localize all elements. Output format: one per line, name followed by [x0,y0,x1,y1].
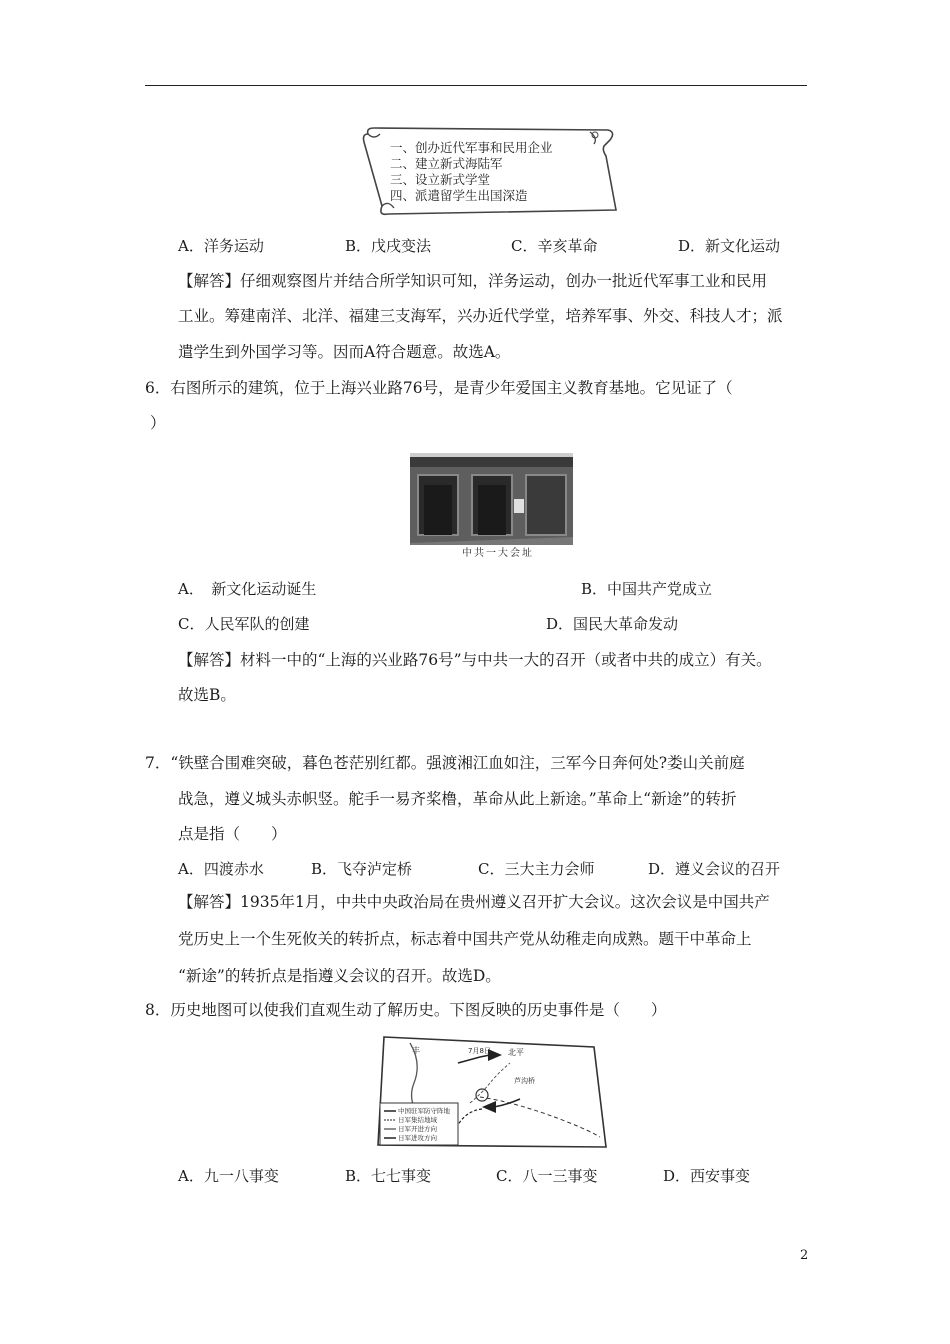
q6-stem-paren: ） [150,414,166,432]
legend-entry: 日军集结地域 [398,1116,437,1124]
scroll-line: 四、派遣留学生出国深造 [390,188,528,203]
q8-option-d[interactable]: D．西安事变 [663,1167,751,1185]
q8-option-a[interactable]: A．九一八事变 [178,1167,279,1185]
q5-answer-line: 遣学生到外国学习等。因而A符合题意。故选A。 [178,343,511,361]
photo-caption: 中共一大会址 [462,548,534,559]
q5-answer-line: 【解答】仔细观察图片并结合所学知识可知，洋务运动，创办一批近代军事工业和民用 [178,272,768,290]
q7-option-c[interactable]: C．三大主力会师 [478,860,595,878]
q6-answer-line: 【解答】材料一中的“上海的兴业路76号”与中共一大的召开（或者中共的成立）有关。 [178,651,772,669]
scroll-figure [358,124,620,218]
q7-stem-line: 战急，遵义城头赤帜竖。舵手一易齐桨橹，革命从此上新途。”革命上“新途”的转折 [178,790,737,808]
map-label: 7月8日 [468,1047,491,1055]
legend-entry: 中国驻军防守阵地 [398,1107,450,1115]
map-label: 北平 [508,1048,524,1057]
header-rule [145,85,807,86]
legend-entry: 日军开进方向 [398,1125,437,1133]
q6-stem: 6．右图所示的建筑，位于上海兴业路76号，是青少年爱国主义教育基地。它见证了（ [145,379,733,397]
q7-answer-line: 党历史上一个生死攸关的转折点，标志着中国共产党从幼稚走向成熟。题干中革命上 [178,930,752,948]
q7-answer-line: “新途”的转折点是指遵义会议的召开。故选D。 [178,967,501,985]
legend-entry: 日军进攻方向 [398,1134,437,1142]
q8-stem: 8．历史地图可以使我们直观生动了解历史。下图反映的历史事件是（ ） [145,1001,667,1019]
q6-answer-line: 故选B。 [178,686,236,704]
q8-option-b[interactable]: B．七七事变 [345,1167,432,1185]
map-label: 丰 [412,1046,420,1055]
q7-option-d[interactable]: D．遵义会议的召开 [648,860,781,878]
map-label: 芦沟桥 [514,1077,535,1085]
q5-option-a[interactable]: A．洋务运动 [178,237,264,255]
scroll-line: 三、设立新式学堂 [390,172,491,187]
history-map [370,1033,610,1151]
scroll-line: 二、建立新式海陆军 [390,156,503,171]
q7-option-a[interactable]: A．四渡赤水 [178,860,264,878]
q6-option-d[interactable]: D．国民大革命发动 [546,615,679,633]
q8-option-c[interactable]: C．八一三事变 [496,1167,598,1185]
q7-stem-line: 7．“铁壁合围难突破，暮色苍茫别红都。强渡湘江血如注，三军今日奔何处?娄山关前庭 [145,754,745,772]
q7-answer-line: 【解答】1935年1月，中共中央政治局在贵州遵义召开扩大会议。这次会议是中国共产 [178,893,770,911]
q7-stem-line: 点是指（ ） [178,825,287,843]
q5-answer-line: 工业。筹建南洋、北洋、福建三支海军，兴办近代学堂，培养军事、外交、科技人才；派 [178,307,783,325]
q7-option-b[interactable]: B．飞夺泸定桥 [311,860,413,878]
q6-option-b[interactable]: B．中国共产党成立 [581,580,713,598]
q5-option-d[interactable]: D．新文化运动 [678,237,781,255]
page-number: 2 [800,1248,809,1263]
scroll-line: 一、创办近代军事和民用企业 [390,140,553,155]
q5-option-c[interactable]: C．辛亥革命 [511,237,598,255]
q6-option-a[interactable]: A． 新文化运动诞生 [178,580,317,598]
q6-option-c[interactable]: C．人民军队的创建 [178,615,310,633]
q5-option-b[interactable]: B．戊戌变法 [345,237,432,255]
building-photo [410,453,573,560]
